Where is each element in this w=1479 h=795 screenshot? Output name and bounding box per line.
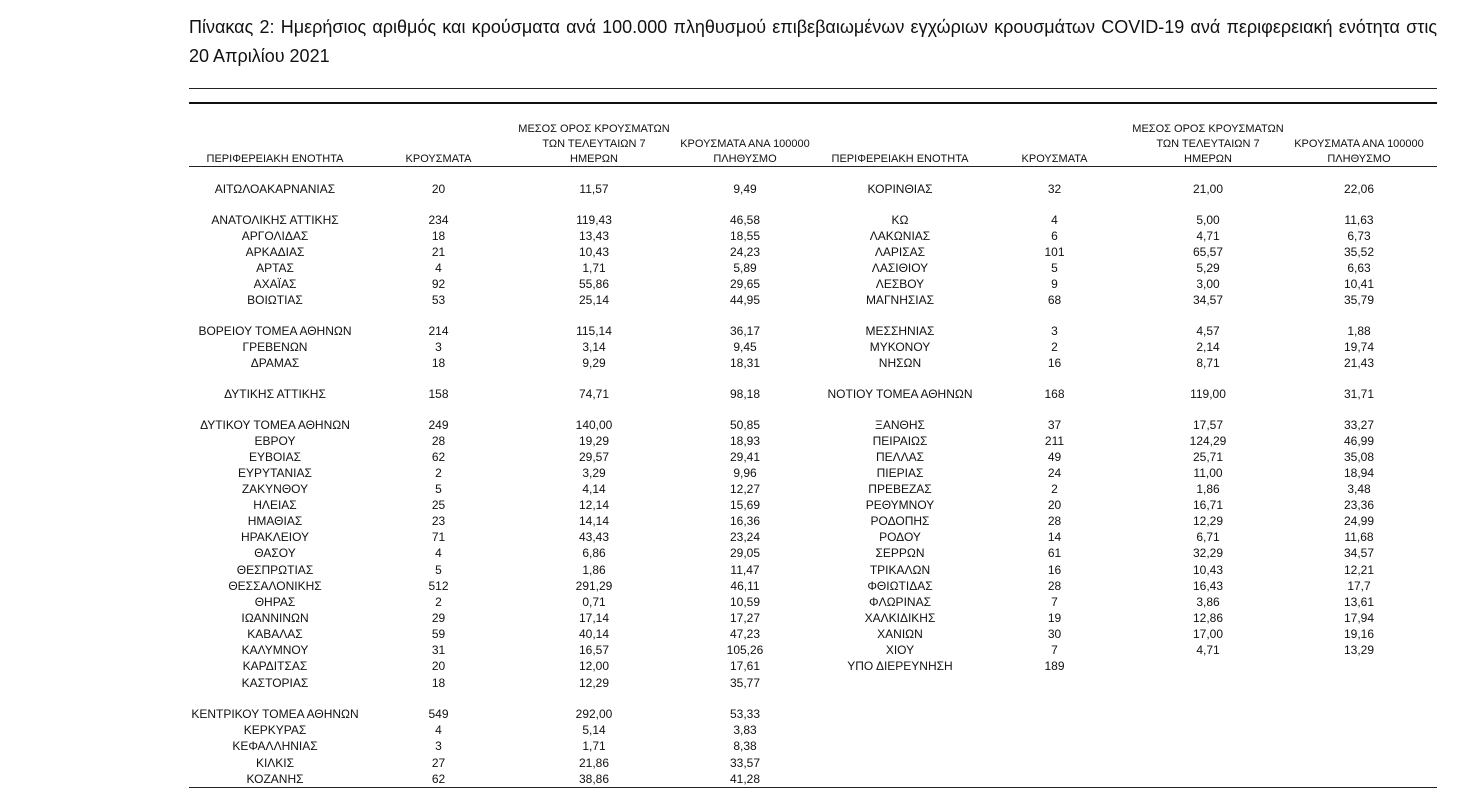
- header-cases-right: ΚΡΟΥΣΜΑΤΑ: [1021, 153, 1088, 165]
- table-row: ΚΕΡΚΥΡΑΣ 4 5,14 3,83: [243, 723, 757, 737]
- table-row: ΚΟΖΑΝΗΣ 62 38,86 41,28: [246, 772, 761, 786]
- table-row: ΔΡΑΜΑΣ 18 9,29 18,31 ΝΗΣΩΝ 16 8,71 21,43: [250, 356, 1375, 370]
- header-bottom-rule: [189, 166, 1437, 167]
- table-row: ΘΕΣΣΑΛΟΝΙΚΗΣ 512 291,29 46,11 ΦΘΙΩΤΙΔΑΣ 28 16,43 17,7: [228, 579, 1371, 593]
- table-row: ΑΡΚΑΔΙΑΣ 21 10,43 24,23 ΛΑΡΙΣΑΣ 101 65,57 35,52: [245, 245, 1375, 259]
- table-row: ΚΑΛΥΜΝΟΥ 31 16,57 105,26 ΧΙΟΥ 7 4,71 13,29: [241, 643, 1375, 657]
- table-row: ΕΥΡΥΤΑΝΙΑΣ 2 3,29 9,96 ΠΙΕΡΙΑΣ 24 11,00 18,94: [238, 466, 1375, 480]
- table-row: ΑΙΤΩΛΟΑΚΑΡΝΑΝΙΑΣ 20 11,57 9,49 ΚΟΡΙΝΘΙΑΣ 32 21,00 22,06: [214, 182, 1375, 196]
- header-per100k-left: ΚΡΟΥΣΜΑΤΑ ΑΝΑ 100000 ΠΛΗΘΥΣΜΟ: [680, 138, 810, 165]
- table-row: ΚΑΣΤΟΡΙΑΣ 18 12,29 35,77: [241, 676, 761, 690]
- table-row: ΘΑΣΟΥ 4 6,86 29,05 ΣΕΡΡΩΝ 61 32,29 34,57: [254, 546, 1375, 560]
- table-bottom-rule: [189, 787, 1437, 788]
- table-row: ΑΝΑΤΟΛΙΚΗΣ ΑΤΤΙΚΗΣ 234 119,43 46,58 ΚΩ 4 5,00 11,63: [211, 213, 1374, 227]
- table-row: ΑΡΤΑΣ 4 1,71 5,89 ΛΑΣΙΘΙΟΥ 5 5,29 6,63: [256, 261, 1371, 275]
- table-row: ΘΗΡΑΣ 2 0,71 10,59 ΦΛΩΡΙΝΑΣ 7 3,86 13,61: [254, 595, 1375, 609]
- header-region-left: ΠΕΡΙΦΕΡΕΙΑΚΗ ΕΝΟΤΗΤΑ: [206, 153, 344, 165]
- table-row: ΑΡΓΟΛΙΔΑΣ 18 13,43 18,55 ΛΑΚΩΝΙΑΣ 6 4,71 6,73: [241, 229, 1371, 243]
- table-row: ΚΑΡΔΙΤΣΑΣ 20 12,00 17,61 ΥΠΟ ΔΙΕΡΕΥΝΗΣΗ 189: [242, 659, 1065, 673]
- header-cases-left: ΚΡΟΥΣΜΑΤΑ: [405, 153, 472, 165]
- table-row: ΗΜΑΘΙΑΣ 23 14,14 16,36 ΡΟΔΟΠΗΣ 28 12,29 24,99: [247, 514, 1375, 528]
- table-row: ΚΑΒΑΛΑΣ 59 40,14 47,23 ΧΑΝΙΩΝ 30 17,00 19,16: [247, 627, 1375, 641]
- table-row: ΒΟΡΕΙΟΥ ΤΟΜΕΑ ΑΘΗΝΩΝ 214 115,14 36,17 ΜΕΣΣΗΝΙΑΣ 3 4,57 1,88: [198, 324, 1371, 338]
- table-row: ΕΥΒΟΙΑΣ 62 29,57 29,41 ΠΕΛΛΑΣ 49 25,71 35,08: [248, 450, 1375, 464]
- table-row: ΖΑΚΥΝΘΟΥ 5 4,14 12,27 ΠΡΕΒΕΖΑΣ 2 1,86 3,48: [241, 482, 1371, 496]
- table-row: ΚΕΦΑΛΛΗΝΙΑΣ 3 1,71 8,38: [232, 739, 757, 753]
- header-avg-right: ΜΕΣΟΣ ΟΡΟΣ ΚΡΟΥΣΜΑΤΩΝ ΤΩΝ ΤΕΛΕΥΤΑΙΩΝ 7 ΗΜΕΡΩΝ: [1132, 123, 1284, 165]
- table-row: ΚΙΛΚΙΣ 27 21,86 33,57: [255, 756, 761, 770]
- table-row: ΒΟΙΩΤΙΑΣ 53 25,14 44,95 ΜΑΓΝΗΣΙΑΣ 68 34,57 35,79: [247, 293, 1375, 307]
- header-avg-left: ΜΕΣΟΣ ΟΡΟΣ ΚΡΟΥΣΜΑΤΩΝ ΤΩΝ ΤΕΛΕΥΤΑΙΩΝ 7 ΗΜΕΡΩΝ: [518, 123, 670, 165]
- header-region-right: ΠΕΡΙΦΕΡΕΙΑΚΗ ΕΝΟΤΗΤΑ: [831, 153, 969, 165]
- table-row: ΕΒΡΟΥ 28 19,29 18,93 ΠΕΙΡΑΙΩΣ 211 124,29 46,99: [254, 434, 1375, 448]
- table-row: ΗΡΑΚΛΕΙΟΥ 71 43,43 23,24 ΡΟΔΟΥ 14 6,71 11,68: [240, 530, 1374, 544]
- table-row: ΔΥΤΙΚΗΣ ΑΤΤΙΚΗΣ 158 74,71 98,18 ΝΟΤΙΟΥ ΤΟΜΕΑ ΑΘΗΝΩΝ 168 119,00 31,71: [224, 387, 1375, 401]
- header-top-rule: [189, 102, 1437, 104]
- table-row: ΑΧΑΪΑΣ 92 55,86 29,65 ΛΕΣΒΟΥ 9 3,00 10,41: [253, 277, 1375, 291]
- table-row: ΓΡΕΒΕΝΩΝ 3 3,14 9,45 ΜΥΚΟΝΟΥ 2 2,14 19,74: [242, 340, 1375, 354]
- header-per100k-right: ΚΡΟΥΣΜΑΤΑ ΑΝΑ 100000 ΠΛΗΘΥΣΜΟ: [1294, 138, 1424, 165]
- table-caption: Πίνακας 2: Ημερήσιος αριθμός και κρούσματα ανά 100.000 πληθυσμού επιβεβαιωμένων εγχώριων κρουσμάτων COVID-19 ανά περιφερειακή ενότητα στις 20 Απριλίου 2021: [189, 17, 1437, 66]
- table-row: ΔΥΤΙΚΟΥ ΤΟΜΕΑ ΑΘΗΝΩΝ 249 140,00 50,85 ΞΑΝΘΗΣ 37 17,57 33,27: [200, 418, 1375, 432]
- table-row: ΚΕΝΤΡΙΚΟΥ ΤΟΜΕΑ ΑΘΗΝΩΝ 549 292,00 53,33: [191, 707, 761, 721]
- table-row: ΘΕΣΠΡΩΤΙΑΣ 5 1,86 11,47 ΤΡΙΚΑΛΩΝ 16 10,43 12,21: [236, 563, 1375, 577]
- table-row: ΙΩΑΝΝΙΝΩΝ 29 17,14 17,27 ΧΑΛΚΙΔΙΚΗΣ 19 12,86 17,94: [241, 611, 1375, 625]
- table-row: ΗΛΕΙΑΣ 25 12,14 15,69 ΡΕΘΥΜΝΟΥ 20 16,71 23,36: [253, 498, 1375, 512]
- top-rule: [189, 88, 1437, 89]
